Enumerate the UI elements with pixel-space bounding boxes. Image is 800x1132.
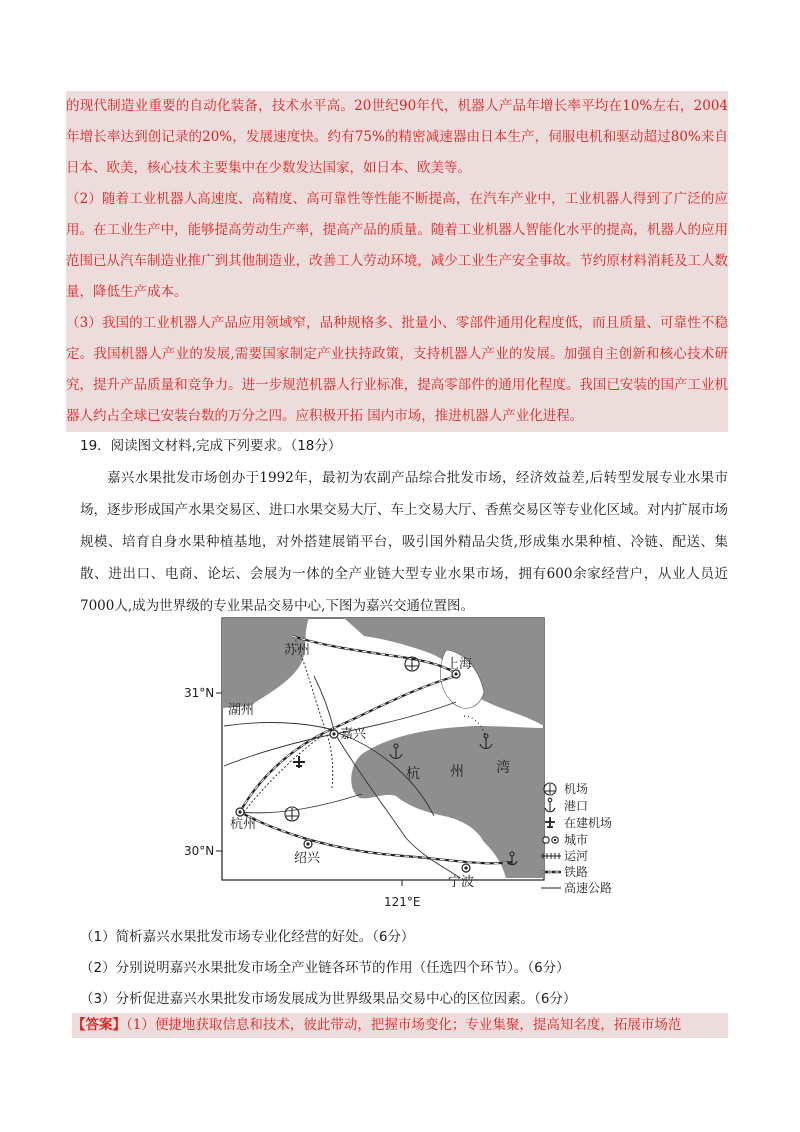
- question-title: 19．阅读图文材料,完成下列要求。（18分）: [80, 438, 342, 454]
- city-label-hangzhou: 杭州: [230, 817, 257, 832]
- city-label-shanghai: 上海: [446, 657, 473, 672]
- legend-plane-icon: [545, 817, 555, 828]
- answer-start-text: （1）便捷地获取信息和技术，彼此带动，把握市场变化；专业集聚，提高知名度，拓展市场范: [126, 1017, 682, 1033]
- city-label-jiaxing: 嘉兴: [340, 727, 367, 742]
- sub-question-1: （1）简析嘉兴水果批发市场专业化经营的好处。（6分）: [80, 929, 415, 945]
- answer-paragraph-2: （2）随着工业机器人高速度、高精度、高可靠性等性能不断提高，在汽车产业中，工业机器人得到了广泛的应用。在工业生产中，能够提高劳动生产率，提高产品的质量。随着工业机器人智能化水平的提高，机器人的应用范围已从汽车制造业推广到其他制造业，改善工人劳动环境，减少工业生产安全事故。节约原材料消耗及工人数量，降低生产成本。: [66, 191, 728, 300]
- sub-question-2: （2）分别说明嘉兴水果批发市场全产业链各环节的作用（任选四个环节）。（6分）: [80, 960, 570, 976]
- city-label-ningbo: 宁波: [448, 875, 475, 890]
- answer-start-line: [72, 1013, 728, 1038]
- legend-label-city: 城市: [564, 833, 589, 847]
- legend-port-icon: [545, 798, 555, 812]
- city-label-shaoxing: 绍兴: [294, 851, 321, 866]
- legend-label-airport: 机场: [564, 782, 589, 796]
- legend-label-highway: 高速公路: [564, 881, 613, 895]
- jiaxing-transport-map: [184, 616, 616, 916]
- legend-label-port: 港口: [564, 799, 589, 813]
- lat-label-30: 30°N: [184, 844, 215, 858]
- city-label-suzhou: 苏州: [284, 643, 311, 658]
- legend-label-railway: 铁路: [564, 865, 589, 879]
- city-label-huzhou: 湖州: [228, 703, 255, 718]
- material-paragraph: 嘉兴水果批发市场创办于1992年，最初为农副产品综合批发市场，经济效益差,后转型发展专业水果市场，逐步形成国产水果交易区、进口水果交易大厅、车上交易大厅、香蕉交易区等专业化区域。对内扩展市场规模、培育自身水果种植基地，对外搭建展销平台，吸引国外精品尖货,形成集水果种植、冷链、配送、集散、进出口、电商、论坛、会展为一体的全产业链大型专业水果市场，拥有600余家经营户，从业人员近7000人,成为世界级的专业果品交易中心,下图为嘉兴交通位置图。: [80, 470, 728, 614]
- legend-label-planned-airport: 在建机场: [564, 816, 613, 830]
- bay-label-1: 杭: [406, 766, 420, 782]
- bay-label-2: 州: [450, 764, 464, 780]
- answer-paragraph-1: 的现代制造业重要的自动化装备，技术水平高。20世纪90年代，机器人产品年增长率平均在10%左右，2004年增长率达到创记录的20%，发展速度快。约有75%的精密减速器由日本生产，伺服电机和驱动超过80%来自日本、欧美，核心技术主要集中在少数发达国家，如日本、欧美等。: [66, 98, 728, 176]
- sub-question-3: （3）分析促进嘉兴水果批发市场发展成为世界级果品交易中心的区位因素。（6分）: [80, 991, 577, 1007]
- lat-label-31: 31°N: [184, 686, 215, 700]
- answer-tag: 【答案】: [72, 1017, 126, 1033]
- lon-label-121: 121°E: [384, 895, 421, 909]
- material-text: [80, 462, 728, 622]
- legend-label-canal: 运河: [564, 849, 589, 863]
- map-legend: [541, 781, 612, 895]
- bay-label-3: 湾: [496, 760, 510, 776]
- previous-answer-block: [66, 91, 728, 432]
- sub-questions: [80, 922, 730, 1015]
- answer-paragraph-3: （3）我国的工业机器人产品应用领域窄，品种规格多、批量小、零部件通用化程度低，而且质量、可靠性不稳定。我国机器人产业的发展,需要国家制定产业扶持政策，支持机器人产业的发展。加强自主创新和核心技术研究，提升产品质量和竞争力。进一步规范机器人行业标准，提高零部件的通用化程度。我国已安装的国产工业机器人约占全球已安装台数的万分之四。应积极开拓 国内市场，推进机器人产业化进程。: [66, 315, 728, 424]
- legend-city-icon: [543, 837, 558, 843]
